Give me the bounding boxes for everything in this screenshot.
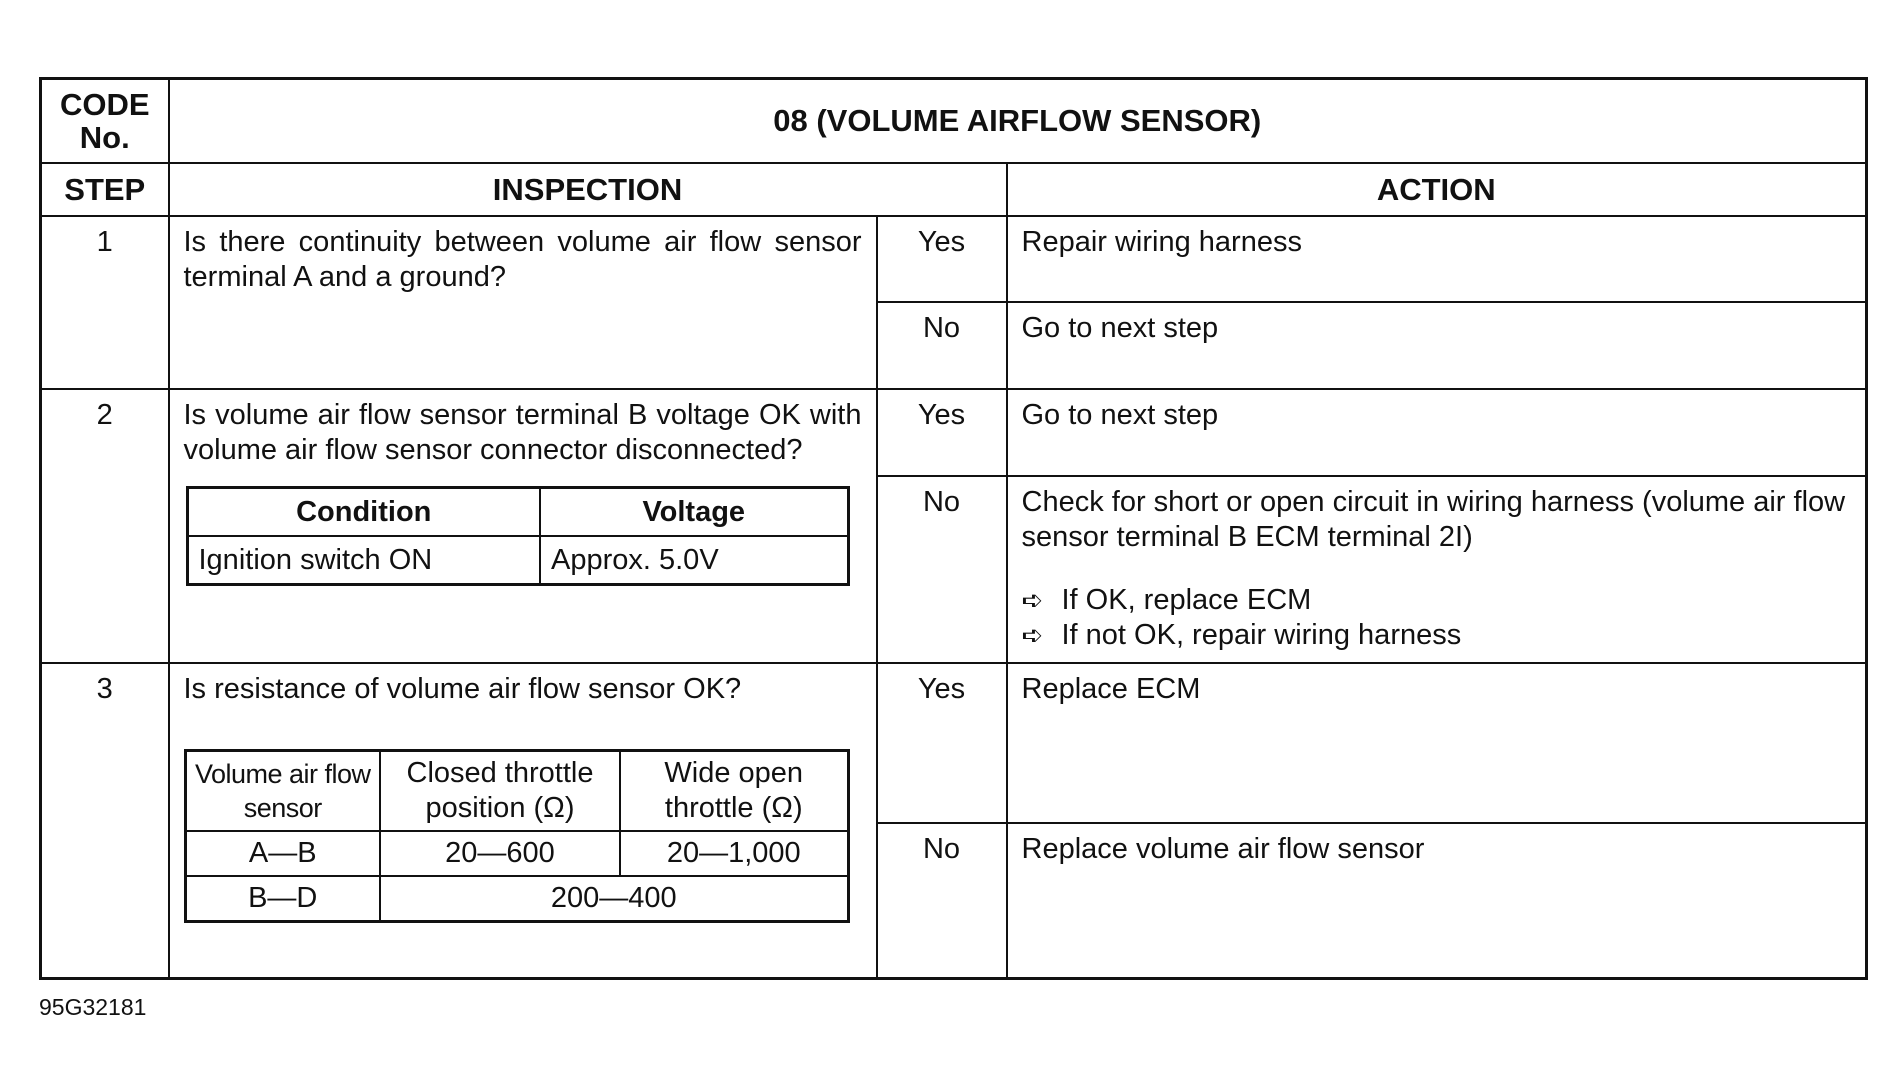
header-row bbox=[41, 163, 1867, 216]
voltage-header: Voltage bbox=[540, 487, 848, 536]
inspection-question: Is there continuity between volume air flow sensor terminal A and a ground? bbox=[183, 225, 862, 293]
sensor-header: Volume air flow sensor bbox=[185, 750, 380, 831]
bullet-text: If OK, replace ECM bbox=[1061, 583, 1312, 616]
condition-cell: Ignition switch ON bbox=[187, 536, 540, 585]
inspection-question: Is resistance of volume air flow sensor OK? bbox=[183, 672, 742, 705]
condition-header: Condition bbox=[187, 487, 540, 536]
combined-value: 200—400 bbox=[380, 876, 848, 922]
closed-value: 20—600 bbox=[380, 831, 620, 876]
step-2-yes-row bbox=[41, 389, 1867, 476]
arrow-icon: ➪ bbox=[1021, 584, 1044, 615]
wide-open-value: 20—1,000 bbox=[620, 831, 848, 876]
code-row bbox=[41, 79, 1867, 163]
step-number: 2 bbox=[41, 389, 169, 663]
action-header: ACTION bbox=[1007, 163, 1867, 216]
no-action: Replace volume air flow sensor bbox=[1007, 823, 1867, 979]
yes-label: Yes bbox=[877, 389, 1007, 476]
inspection-question: Is volume air flow sensor terminal B voltage OK with volume air flow sensor connector disconnected? bbox=[183, 398, 862, 466]
code-title: 08 (VOLUME AIRFLOW SENSOR) bbox=[169, 79, 1867, 163]
resistance-row bbox=[185, 831, 848, 876]
figure-code: 95G32181 bbox=[39, 994, 147, 1020]
step-3-inspection bbox=[169, 663, 877, 979]
code-label: CODE No. bbox=[41, 79, 169, 163]
bullet-text: If not OK, repair wiring harness bbox=[1061, 618, 1462, 651]
action-bullets bbox=[1022, 583, 1852, 653]
yes-action: Go to next step bbox=[1007, 389, 1867, 476]
step-header: STEP bbox=[41, 163, 169, 216]
resistance-table bbox=[184, 749, 850, 923]
wide-open-header: Wide open throttle (Ω) bbox=[620, 750, 848, 831]
yes-action: Repair wiring harness bbox=[1007, 216, 1867, 302]
step-2-inspection bbox=[169, 389, 877, 663]
step-number: 1 bbox=[41, 216, 169, 389]
yes-label: Yes bbox=[877, 663, 1007, 823]
closed-throttle-header: Closed throttle position (Ω) bbox=[380, 750, 620, 831]
step-number: 3 bbox=[41, 663, 169, 979]
terminal-cell: B—D bbox=[185, 876, 380, 922]
voltage-table-header bbox=[187, 487, 848, 536]
step-3-yes-row bbox=[41, 663, 1867, 823]
arrow-icon: ➪ bbox=[1021, 619, 1044, 650]
resistance-table-header bbox=[185, 750, 848, 831]
diagnostic-table bbox=[39, 77, 1868, 980]
voltage-table bbox=[186, 486, 850, 586]
bullet-item bbox=[1022, 583, 1852, 618]
no-label: No bbox=[877, 476, 1007, 663]
no-label: No bbox=[877, 823, 1007, 979]
step-1-inspection bbox=[169, 216, 877, 389]
inspection-header: INSPECTION bbox=[169, 163, 1007, 216]
no-action: Go to next step bbox=[1007, 302, 1867, 389]
voltage-cell: Approx. 5.0V bbox=[540, 536, 848, 585]
yes-action: Replace ECM bbox=[1007, 663, 1867, 823]
yes-label: Yes bbox=[877, 216, 1007, 302]
step-1-yes-row bbox=[41, 216, 1867, 302]
resistance-row bbox=[185, 876, 848, 922]
voltage-table-row bbox=[187, 536, 848, 585]
bullet-item bbox=[1022, 618, 1852, 653]
no-label: No bbox=[877, 302, 1007, 389]
terminal-cell: A—B bbox=[185, 831, 380, 876]
no-action: Check for short or open circuit in wiring harness (volume air flow sensor terminal B ECM terminal 2I) bbox=[1021, 485, 1846, 553]
no-action-cell bbox=[1007, 476, 1867, 663]
